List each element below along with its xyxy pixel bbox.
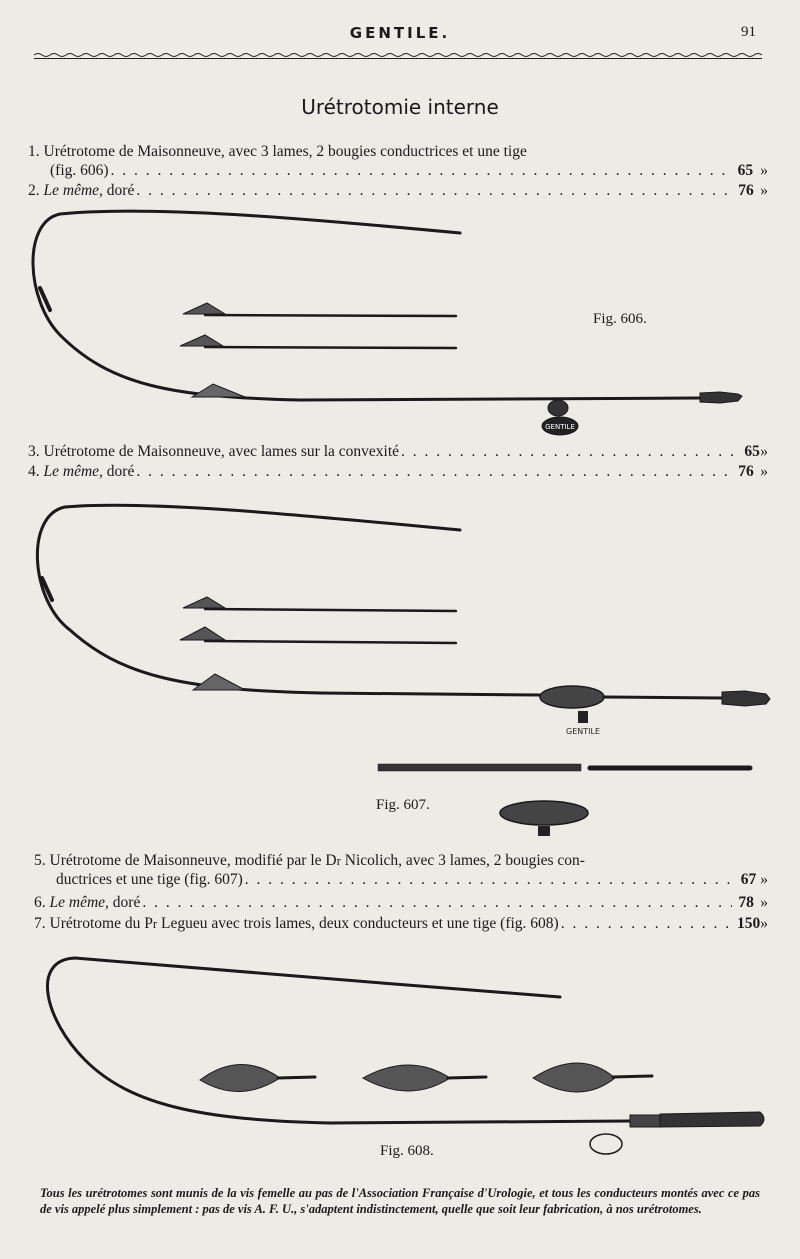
price-mark: » [760,162,768,179]
item-price: 65 [744,443,760,460]
urethrotome-608-illustration [47,958,764,1154]
item-description-part2: Legueu avec trois lames, deux conducteurs et une tige (fig. 608) [161,915,559,932]
item-description: doré [106,182,135,199]
maker-mark-606: GENTILE [545,423,575,431]
price-mark: » [760,871,768,888]
urethrotome-607-illustration [37,505,770,836]
item-price: 76 [738,182,754,199]
running-header: GENTILE. [349,24,451,42]
item-description-continued: ductrices et une tige (fig. 607) [56,871,243,888]
item-price: 67 [740,871,757,888]
price-mark: » [760,182,768,199]
item-price: 150 [737,915,761,932]
item-description: Urétrotome de Maisonneuve, avec 3 lames, 2 bougies conductrices et une tige [43,143,527,160]
figure-caption-607: Fig. 607. [376,797,430,813]
item-number: 4. [28,463,40,480]
item-emphasis: Le même, [49,894,109,911]
item-description: Urétrotome du P [49,915,153,932]
item-description: doré [112,894,141,911]
figure-caption-606: Fig. 606. [593,311,647,327]
page-number: 91 [741,24,756,40]
item-description-continued: (fig. 606) [50,162,109,179]
footnote: Tous les urétrotomes sont munis de la vis femelle au pas de l'Association Française d'Urologie, et tous les conducteurs montés avec ce pas de vis appelé plus simplement : pas de vis A. F. U., s'adaptent indistinctement, quelle que soit leur fabrication, à nos urétrotomes. [40,1186,760,1216]
item-number: 2. [28,182,40,199]
figure-caption-608: Fig. 608. [380,1143,434,1159]
item-description: doré [106,463,135,480]
item-emphasis: Le même, [43,182,103,199]
item-price: 76 [738,463,754,480]
item-number: 1. [28,143,40,160]
item-description-part2: Nicolich, avec 3 lames, 2 bougies con- [344,852,585,869]
price-mark: » [760,443,768,460]
item-emphasis: Le même, [43,463,103,480]
item-number: 3. [28,443,40,460]
price-mark: » [760,894,768,911]
item-price: 65 [737,162,754,179]
price-mark: » [760,915,768,932]
price-mark: » [760,463,768,480]
item-number: 7. [34,915,46,932]
item-description: Urétrotome de Maisonneuve, avec lames sur la convexité [43,443,400,460]
item-description: Urétrotome de Maisonneuve, modifié par le D [49,852,337,869]
maker-mark-607: GENTILE [566,727,600,736]
item-number: 5. [34,852,46,869]
item-number: 6. [34,894,46,911]
title-abbrev: r [152,916,158,931]
title-abbrev: r [336,853,341,868]
section-title: Urétrotomie interne [301,95,499,119]
item-price: 78 [738,894,754,911]
